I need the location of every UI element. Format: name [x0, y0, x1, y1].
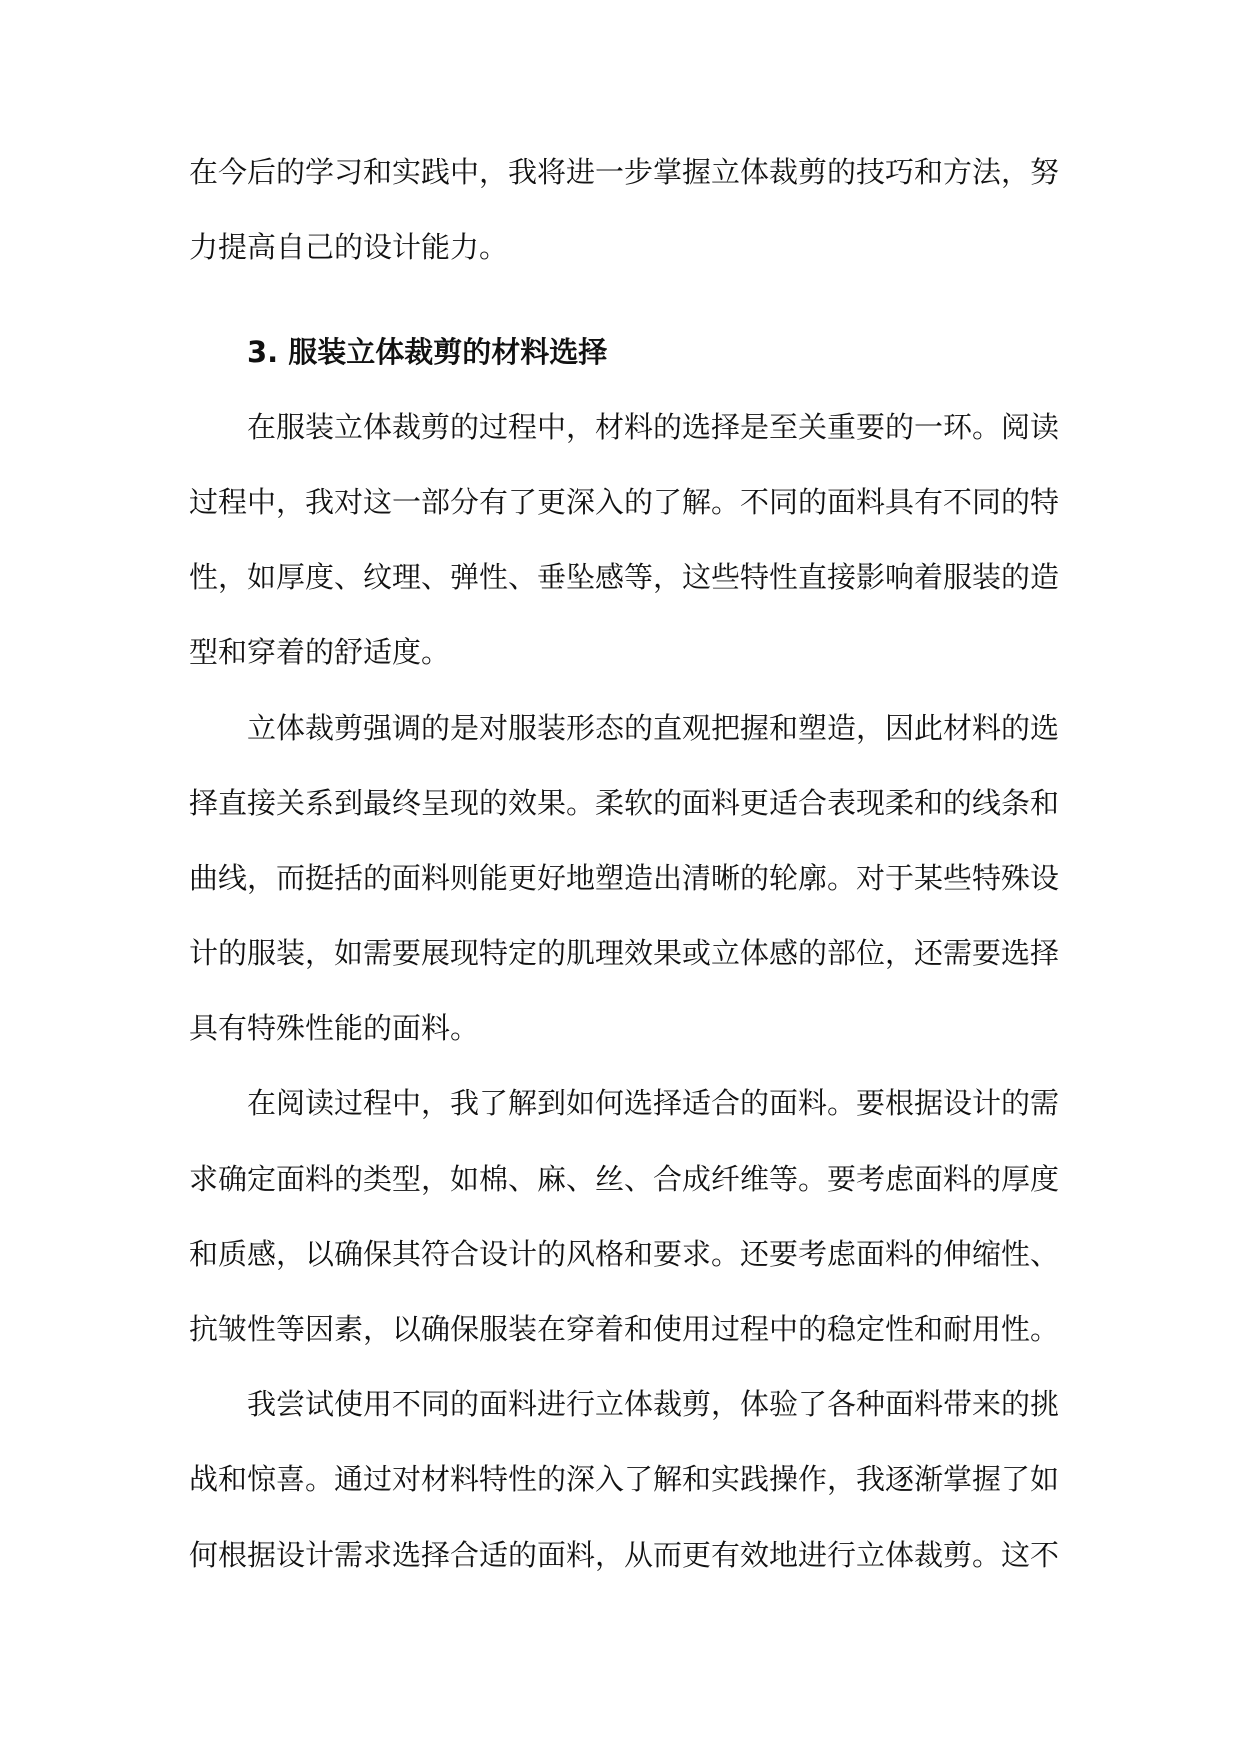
- paragraph-line: 何根据设计需求选择合适的面料，从而更有效地进行立体裁剪。这不: [189, 1538, 1060, 1572]
- paragraph-line: 战和惊喜。通过对材料特性的深入了解和实践操作，我逐渐掌握了如: [189, 1462, 1060, 1496]
- paragraph-line: 和质感，以确保其符合设计的风格和要求。还要考虑面料的伸缩性、: [189, 1237, 1060, 1271]
- paragraph-line: 具有特殊性能的面料。: [189, 1011, 480, 1045]
- paragraph-line: 我尝试使用不同的面料进行立体裁剪，体验了各种面料带来的挑: [247, 1387, 1060, 1421]
- paragraph-line: 在今后的学习和实践中，我将进一步掌握立体裁剪的技巧和方法，努: [189, 155, 1060, 189]
- paragraph-line: 求确定面料的类型，如棉、麻、丝、合成纤维等。要考虑面料的厚度: [189, 1162, 1060, 1196]
- paragraph-line: 过程中，我对这一部分有了更深入的了解。不同的面料具有不同的特: [189, 485, 1060, 519]
- paragraph-line: 立体裁剪强调的是对服装形态的直观把握和塑造，因此材料的选: [247, 711, 1060, 745]
- paragraph-line: 曲线，而挺括的面料则能更好地塑造出清晰的轮廓。对于某些特殊设: [189, 861, 1060, 895]
- paragraph-line: 抗皱性等因素，以确保服装在穿着和使用过程中的稳定性和耐用性。: [189, 1312, 1060, 1346]
- section-heading: 3. 服装立体裁剪的材料选择: [247, 335, 608, 369]
- paragraph-line: 力提高自己的设计能力。: [189, 230, 509, 264]
- paragraph-line: 性，如厚度、纹理、弹性、垂坠感等，这些特性直接影响着服装的造: [189, 560, 1060, 594]
- paragraph-line: 在服装立体裁剪的过程中，材料的选择是至关重要的一环。阅读: [247, 410, 1060, 444]
- paragraph-line: 型和穿着的舒适度。: [189, 635, 451, 669]
- paragraph-line: 计的服装，如需要展现特定的肌理效果或立体感的部位，还需要选择: [189, 936, 1060, 970]
- paragraph-line: 在阅读过程中，我了解到如何选择适合的面料。要根据设计的需: [247, 1086, 1060, 1120]
- paragraph-line: 择直接关系到最终呈现的效果。柔软的面料更适合表现柔和的线条和: [189, 786, 1060, 820]
